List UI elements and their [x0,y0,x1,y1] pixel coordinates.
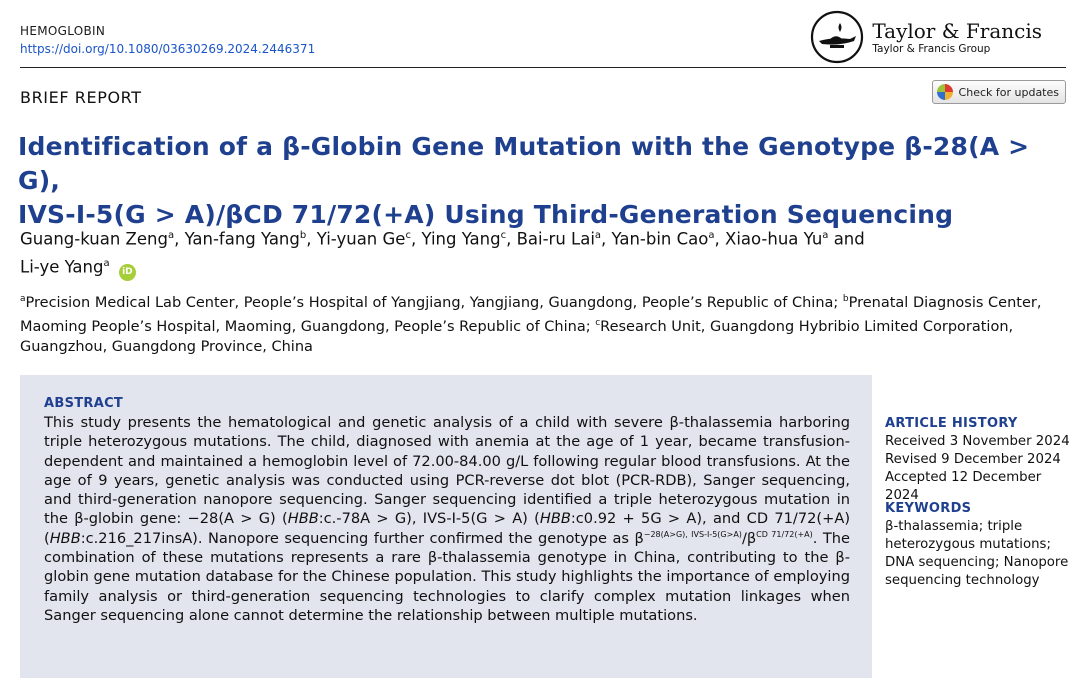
author-name[interactable]: Ying Yang [421,229,501,249]
author-name[interactable]: Yi-yuan Ge [316,229,406,249]
check-for-updates-button[interactable] [932,80,1066,104]
abstract-part: This study presents the hematological and genetic analysis of a child with severe β-thalassemia harboring triple heterozygous mutations. The child, diagnosed with anemia at the age of 1 year, became transfusion-dependent and maintained a hemoglobin level of 72.00-84.00 g/L following regular blood transfusions. At the age of 9 years, genetic analysis was conducted using PCR-reverse dot blot (PCR-RDB), Sanger sequencing, and third-generation nanopore sequencing. Sanger sequencing identified a triple heterozygous mutation in the β-globin gene: −28(A > G) ( [44,414,850,528]
genotype-superscript: −28(A>G), IVS-I-5(G>A) [643,529,742,539]
author-affil-mark: a [103,257,110,269]
author-conjunction: and [833,229,865,249]
author-name[interactable]: Guang-kuan Zeng [20,229,168,249]
check-for-updates-label: Check for updates [958,85,1059,99]
affiliations [20,289,1070,357]
author-name[interactable]: Xiao-hua Yu [725,229,823,249]
article-type: BRIEF REPORT [20,88,142,107]
journal-name: HEMOGLOBIN [20,24,106,38]
title-line-1: Identification of a β-Globin Gene Mutation with the Genotype β-28(A > G), [18,132,1030,195]
article-title [18,130,1058,232]
author-affil-mark: c [500,230,507,241]
abstract-part: /β [741,529,757,547]
author-affil-mark: a [708,230,715,241]
affiliation-text: Precision Medical Lab Center, People’s Hospital of Yangjiang, Yangjiang, Guangdong, People’s Republic of China; [25,294,839,311]
gene-symbol: HBB [539,510,571,528]
article-history [885,415,1075,505]
author-name[interactable]: Li-ye Yang [20,257,104,276]
accepted-date: Accepted 12 December 2024 [885,470,1042,503]
revised-date: Revised 9 December 2024 [885,452,1061,467]
author-name[interactable]: Yan-bin Cao [611,229,709,249]
affiliation-text: Prenatal Diagnosis Center, Maoming People’s Hospital, Maoming, Guangdong, People’s Republic of China; [20,294,1042,335]
publisher-name: Taylor & Francis [872,18,1042,43]
keywords-heading: KEYWORDS [885,501,972,516]
keywords-text: β-thalassemia; triple heterozygous mutations; DNA sequencing; Nanopore sequencing technology [885,519,1069,588]
author-affil-mark: a [167,230,175,241]
affil-mark: b [842,294,849,304]
author-name[interactable]: Yan-fang Yang [184,229,300,249]
author-affil-mark: a [822,230,829,241]
gene-symbol: HBB [49,529,81,547]
affil-mark: c [595,317,601,328]
article-history-heading: ARTICLE HISTORY [885,416,1018,431]
author-affil-mark: a [594,230,602,241]
publisher-logo-block[interactable] [810,10,1042,64]
affiliation-text: Research Unit, Guangdong Hybribio Limited Corporation, Guangzhou, Guangdong Province, China [20,318,1014,355]
abstract-part: :c.216_217insA). Nanopore sequencing further confirmed the genotype as β [80,529,644,547]
gene-symbol: HBB [287,510,319,528]
header-divider [20,67,1066,68]
orcid-icon[interactable]: iD [119,264,136,281]
abstract-heading: ABSTRACT [44,396,124,411]
author-affil-mark: c [405,230,411,241]
keywords-block [885,500,1075,590]
affil-mark: a [20,294,26,304]
publisher-group: Taylor & Francis Group [872,42,991,55]
publisher-lamp-icon [810,10,864,64]
author-name[interactable]: Bai-ru Lai [516,229,595,249]
abstract-part: :c.-78A > G), IVS-I-5(G > A) ( [318,510,540,528]
genotype-superscript: CD 71/72(+A) [756,529,813,539]
author-affil-mark: b [299,230,307,241]
abstract-part: . The combination of these mutations represents a rare β-thalassemia genotype in China, contributing to the β-globin gene mutation database for the Chinese population. This study highlights the importance of employing family analysis or third-generation sequencing technologies to clarify complex mutation linkages when Sanger sequencing alone cannot determine the relationship between multiple mutations. [44,529,851,624]
received-date: Received 3 November 2024 [885,434,1070,449]
title-line-2: IVS-I-5(G > A)/βCD 71/72(+A) Using Third-Generation Sequencing [18,200,954,229]
doi-link[interactable]: https://doi.org/10.1080/03630269.2024.2446371 [20,42,316,56]
crossmark-icon [937,84,953,100]
abstract-part: :c0.92 + 5G > A), and CD 71/72(+A) ( [44,510,851,547]
author-list: Guang-kuan Zeng$^a$, Yan-fang Yang$^b$, Yi-yuan Ge$^c$, Ying Yang$^c$, Bai-ru Lai$^a$, Yan-bin Cao$^a$, Xiao-hua Yu$^a$ and Li-ye Yang$^a$ iD [20,224,1070,281]
abstract-text [44,413,850,625]
